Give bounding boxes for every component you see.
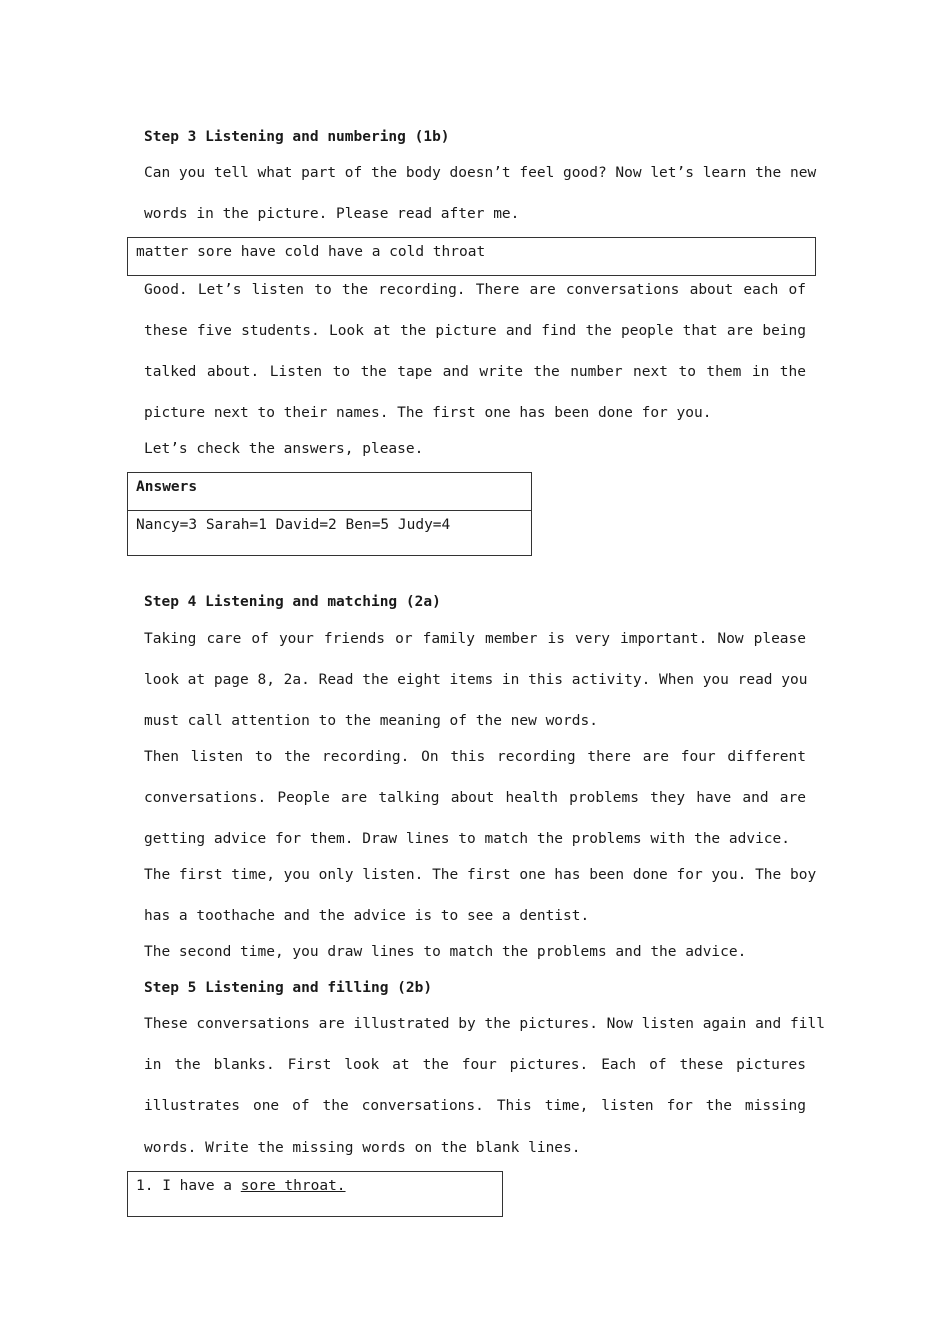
answers-values: Nancy=3 Sarah=1 David=2 Ben=5 Judy=4 [136,517,451,533]
step4-paragraph-line: Taking care of your friends or family member is very important. Now please [144,631,806,647]
step3-paragraph-line: picture next to their names. The first one has been done for you. [144,405,712,421]
step4-paragraph-line: must call attention to the meaning of the new words. [144,713,598,729]
step3-paragraph-line: words in the picture. Please read after me. [144,206,520,222]
step3-paragraph-line: these five students. Look at the picture and find the people that are being [144,323,806,339]
vocabulary-words: matter sore have cold have a cold throat [136,244,486,260]
step4-paragraph-line: conversations. People are talking about health problems they have and are [144,790,806,806]
step4-paragraph-line: has a toothache and the advice is to see a dentist. [144,908,590,924]
fill-in-sentence [136,1177,346,1195]
answers-table [127,472,532,556]
step4-paragraph-line: look at page 8, 2a. Read the eight items in this activity. When you read you [144,672,808,688]
answers-title: Answers [136,479,198,495]
step4-heading: Step 4 Listening and matching (2a) [144,594,441,610]
fill-in-prefix: 1. I have a [136,1178,241,1194]
fill-in-box [127,1171,503,1217]
answers-divider [128,510,531,511]
step5-paragraph-line: words. Write the missing words on the blank lines. [144,1140,581,1156]
step5-heading: Step 5 Listening and filling (2b) [144,980,433,996]
step4-paragraph-line: The second time, you draw lines to match the problems and the advice. [144,944,747,960]
step4-paragraph-line: Then listen to the recording. On this recording there are four different [144,749,806,765]
step5-paragraph-line: illustrates one of the conversations. This time, listen for the missing [144,1098,806,1114]
step3-paragraph-line: Good. Let’s listen to the recording. There are conversations about each of [144,282,806,298]
step4-paragraph-line: getting advice for them. Draw lines to match the problems with the advice. [144,831,791,847]
step3-paragraph-line: Can you tell what part of the body doesn’t feel good? Now let’s learn the new [144,165,817,181]
step3-heading: Step 3 Listening and numbering (1b) [144,129,450,145]
step5-paragraph-line: These conversations are illustrated by the pictures. Now listen again and fill [144,1016,825,1032]
step3-check-line: Let’s check the answers, please. [144,441,424,457]
vocabulary-box [127,237,816,276]
step3-paragraph-line: talked about. Listen to the tape and write the number next to them in the [144,364,806,380]
step5-paragraph-line: in the blanks. First look at the four pictures. Each of these pictures [144,1057,806,1073]
step4-paragraph-line: The first time, you only listen. The first one has been done for you. The boy [144,867,817,883]
fill-in-answer: sore throat. [240,1178,346,1194]
